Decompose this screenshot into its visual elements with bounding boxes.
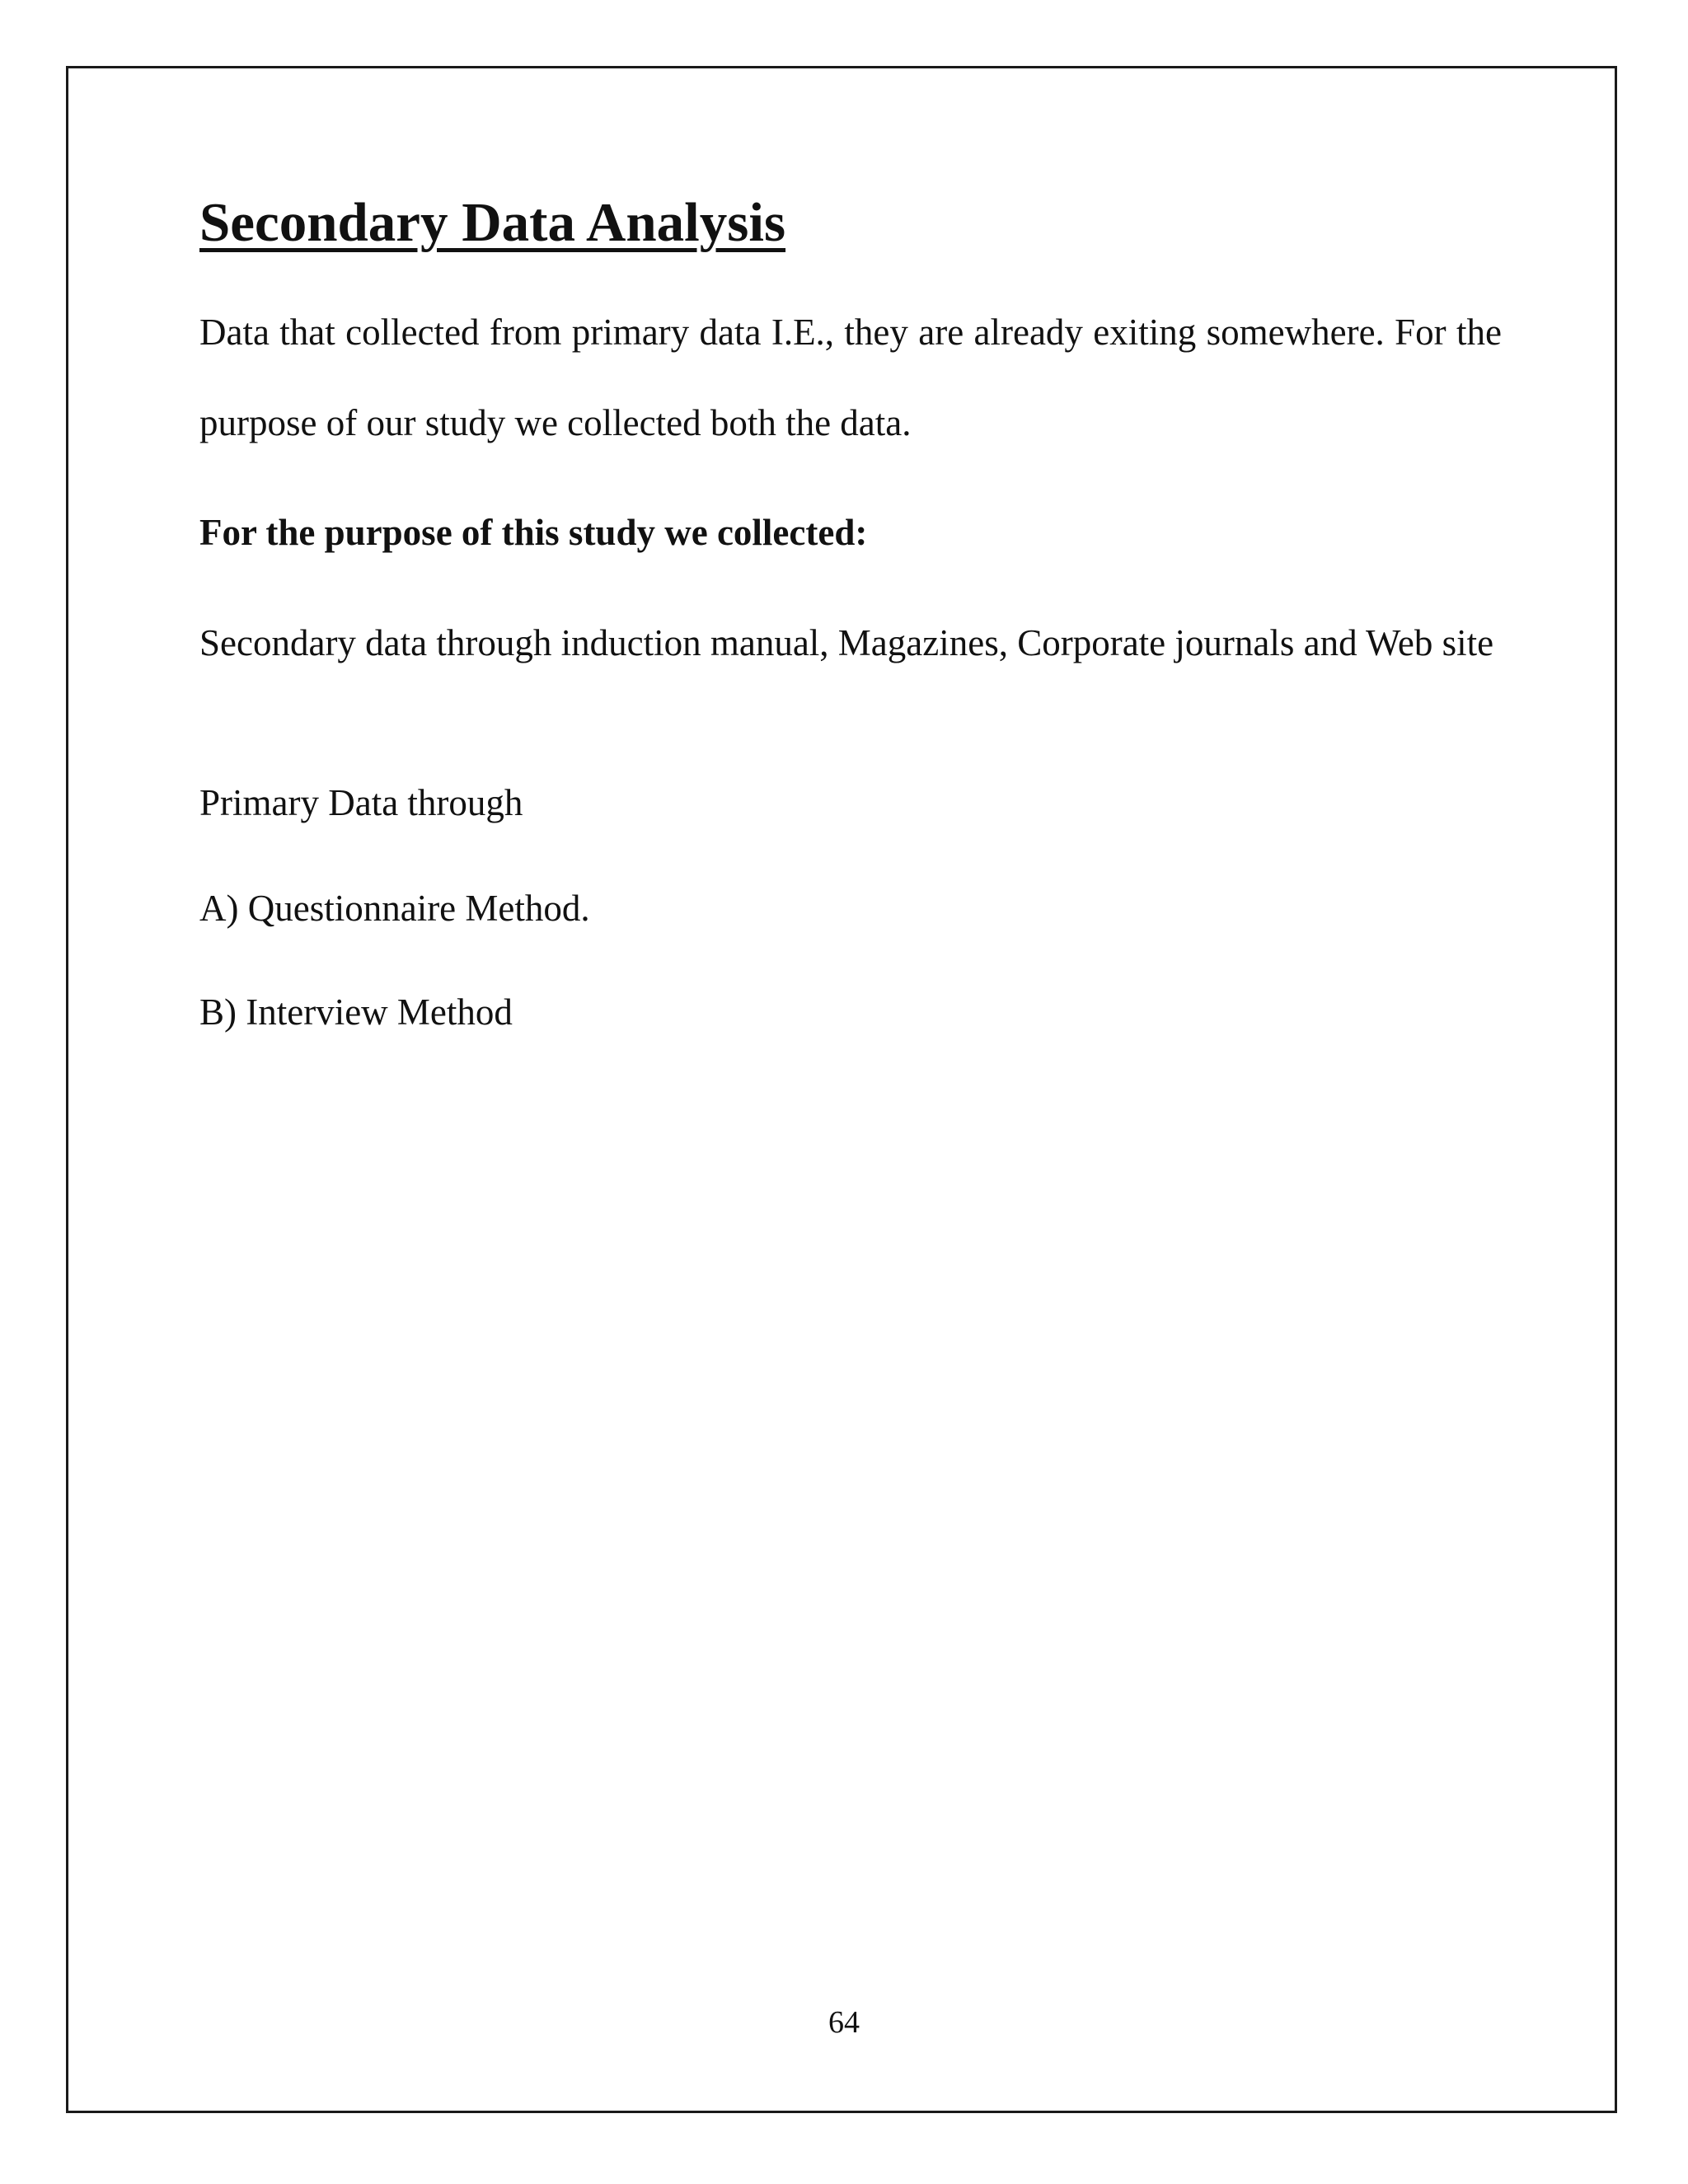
method-item-interview: B) Interview Method [199, 991, 513, 1033]
secondary-data-paragraph: Secondary data through induction manual, Magazines, Corporate journals and Web site [199, 622, 1494, 663]
page-number: 64 [828, 2005, 860, 2040]
method-item-questionnaire: A) Questionnaire Method. [199, 888, 590, 929]
intro-paragraph: Data that collected from primary data I.E., they are already exiting somewhere. For the purpose of our study we collected both the data. [199, 312, 1502, 443]
subheading: For the purpose of this study we collected: [199, 512, 868, 553]
primary-data-label: Primary Data through [199, 782, 523, 823]
page-title: Secondary Data Analysis [199, 192, 786, 253]
